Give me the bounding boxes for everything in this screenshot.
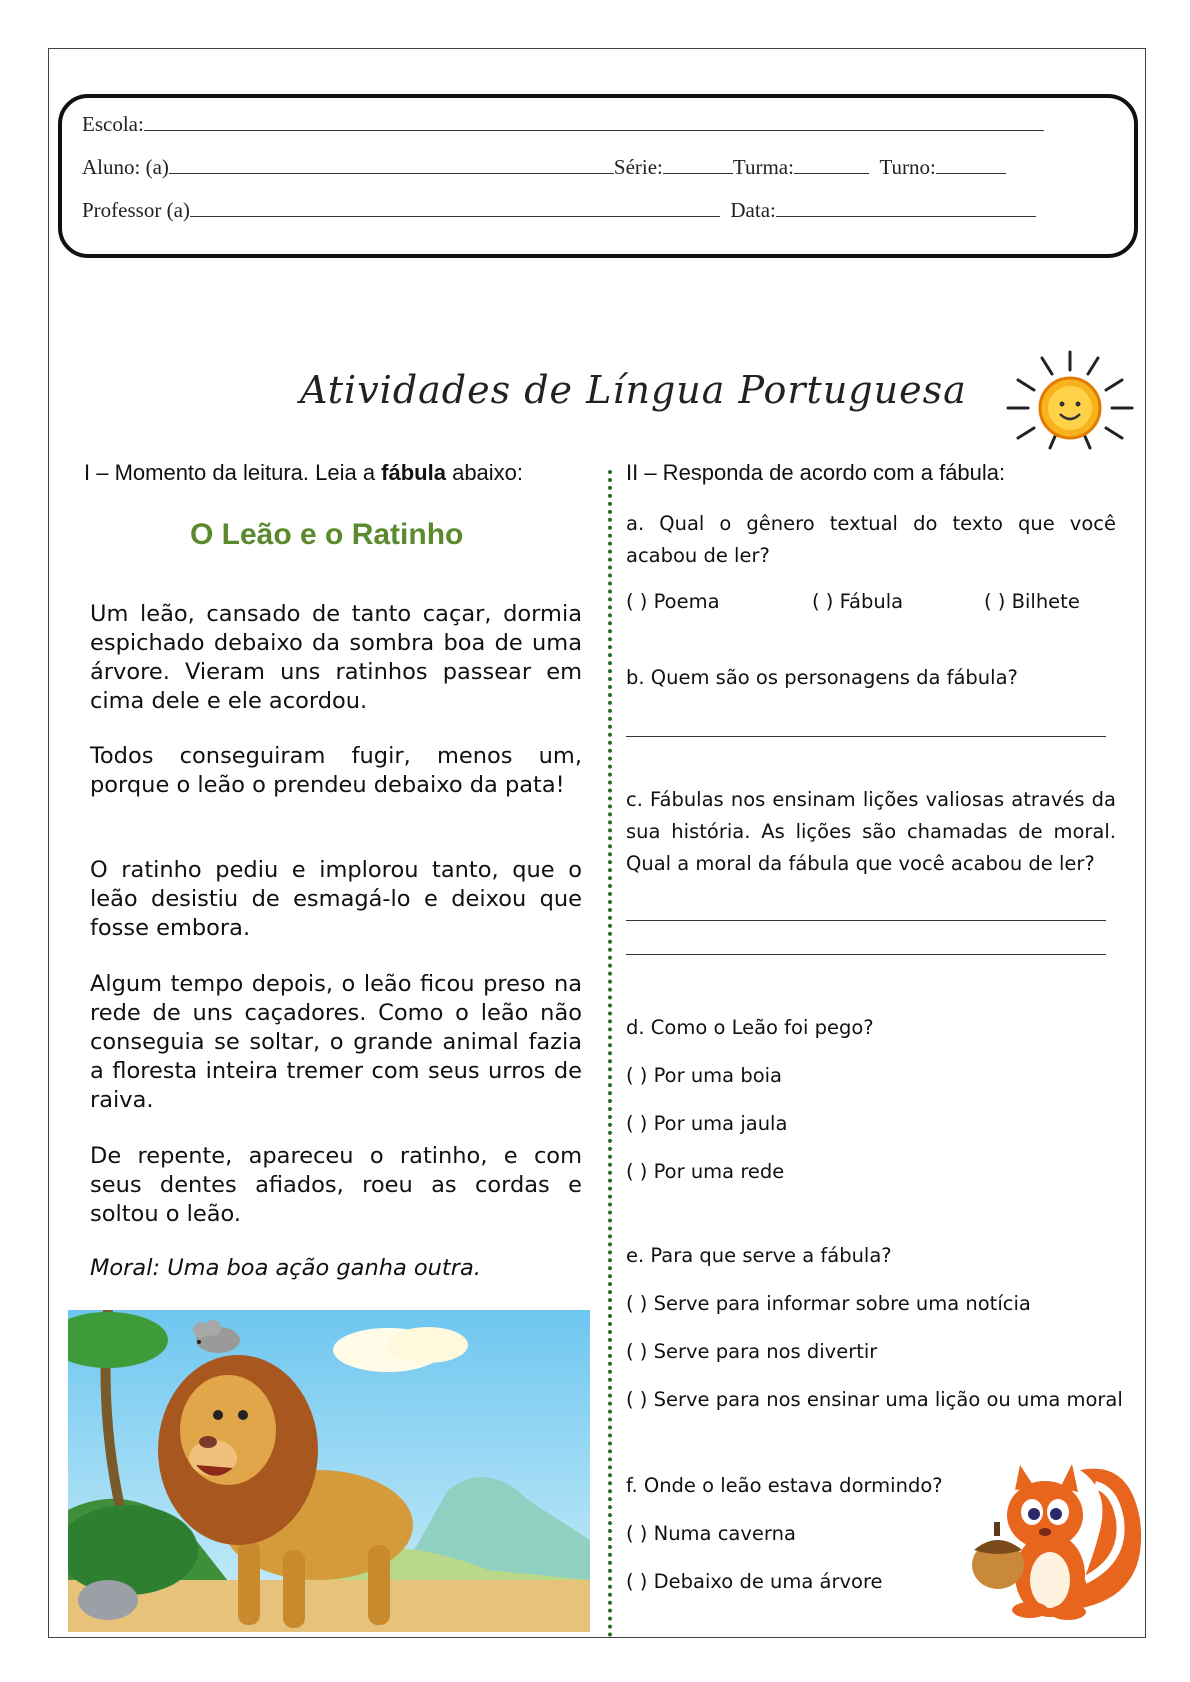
turno-label: Turno: <box>879 155 936 179</box>
question-c: c. Fábulas nos ensinam lições valiosas através da sua história. As lições são chamadas de moral. Qual a moral da fábula que você acabou de ler? <box>626 788 1116 875</box>
story-paragraph: Todos conseguiram fugir, menos um, porque o leão o prendeu debaixo da pata! <box>90 743 582 798</box>
answer-b-line[interactable] <box>626 736 1106 737</box>
question-d: d. Como o Leão foi pego? <box>626 1016 874 1039</box>
squirrel-icon <box>960 1450 1150 1630</box>
professor-label: Professor (a) <box>82 198 190 222</box>
qe-option[interactable]: ( ) Serve para nos divertir <box>626 1340 878 1363</box>
qa-option-bilhete[interactable]: ( ) Bilhete <box>984 590 1080 613</box>
section2-heading: II – Responda de acordo com a fábula: <box>626 460 1006 485</box>
section1-heading <box>84 460 523 486</box>
data-field[interactable] <box>776 198 1036 217</box>
sun-icon <box>1000 350 1140 470</box>
serie-label: Série: <box>613 155 663 179</box>
story-paragraph: Algum tempo depois, o leão ficou preso na rede de uns caçadores. Como o leão não conseguia se soltar, o grande animal fazia a floresta inteira tremer com seus urros de raiva. <box>90 971 582 1113</box>
qe-option[interactable]: ( ) Serve para nos ensinar uma lição ou uma moral <box>626 1388 1123 1411</box>
qa-option-poema[interactable]: ( ) Poema <box>626 590 720 613</box>
story-title: O Leão e o Ratinho <box>190 518 464 551</box>
section1-heading-bold: fábula <box>381 460 446 485</box>
qe-option[interactable]: ( ) Serve para informar sobre uma notícia <box>626 1292 1031 1315</box>
story-moral: Moral: Uma boa ação ganha outra. <box>90 1255 481 1281</box>
lion-mouse-illustration <box>68 1310 590 1632</box>
answer-c-line-1[interactable] <box>626 920 1106 921</box>
aluno-field[interactable] <box>169 155 614 174</box>
qf-option[interactable]: ( ) Debaixo de uma árvore <box>626 1570 883 1593</box>
aluno-label: Aluno: (a) <box>82 155 169 179</box>
question-e: e. Para que serve a fábula? <box>626 1244 892 1267</box>
turno-field[interactable] <box>936 155 1006 174</box>
professor-field[interactable] <box>190 198 720 217</box>
question-b: b. Quem são os personagens da fábula? <box>626 666 1018 689</box>
section1-heading-pre: I – Momento da leitura. Leia a <box>84 460 382 485</box>
turma-field[interactable] <box>794 155 869 174</box>
escola-line <box>82 112 1044 137</box>
section1-heading-post: abaixo: <box>445 460 524 485</box>
question-f: f. Onde o leão estava dormindo? <box>626 1474 943 1497</box>
story-paragraph: De repente, apareceu o ratinho, e com seus dentes afiados, roeu as cordas e soltou o leão. <box>90 1143 582 1227</box>
qf-option[interactable]: ( ) Numa caverna <box>626 1522 796 1545</box>
aluno-line <box>82 155 1006 180</box>
escola-field[interactable] <box>144 112 1044 131</box>
page-title: Atividades de Língua Portuguesa <box>300 368 967 412</box>
question-a: a. Qual o gênero textual do texto que você acabou de ler? <box>626 512 1116 567</box>
serie-field[interactable] <box>663 155 733 174</box>
qa-option-fabula[interactable]: ( ) Fábula <box>812 590 904 613</box>
professor-line <box>82 198 1036 223</box>
data-label: Data: <box>730 198 776 222</box>
story-paragraph: Um leão, cansado de tanto caçar, dormia espichado debaixo da sombra boa de uma árvore. Vieram uns ratinhos passear em cima dele e ele acordou. <box>90 601 582 714</box>
turma-label: Turma: <box>732 155 794 179</box>
escola-label: Escola: <box>82 112 144 136</box>
answer-c-line-2[interactable] <box>626 954 1106 955</box>
story-paragraph: O ratinho pediu e implorou tanto, que o leão desistiu de esmagá-lo e deixou que fosse embora. <box>90 857 582 941</box>
column-divider <box>608 470 612 1638</box>
qd-option[interactable]: ( ) Por uma jaula <box>626 1112 788 1135</box>
qd-option[interactable]: ( ) Por uma rede <box>626 1160 785 1183</box>
qd-option[interactable]: ( ) Por uma boia <box>626 1064 782 1087</box>
